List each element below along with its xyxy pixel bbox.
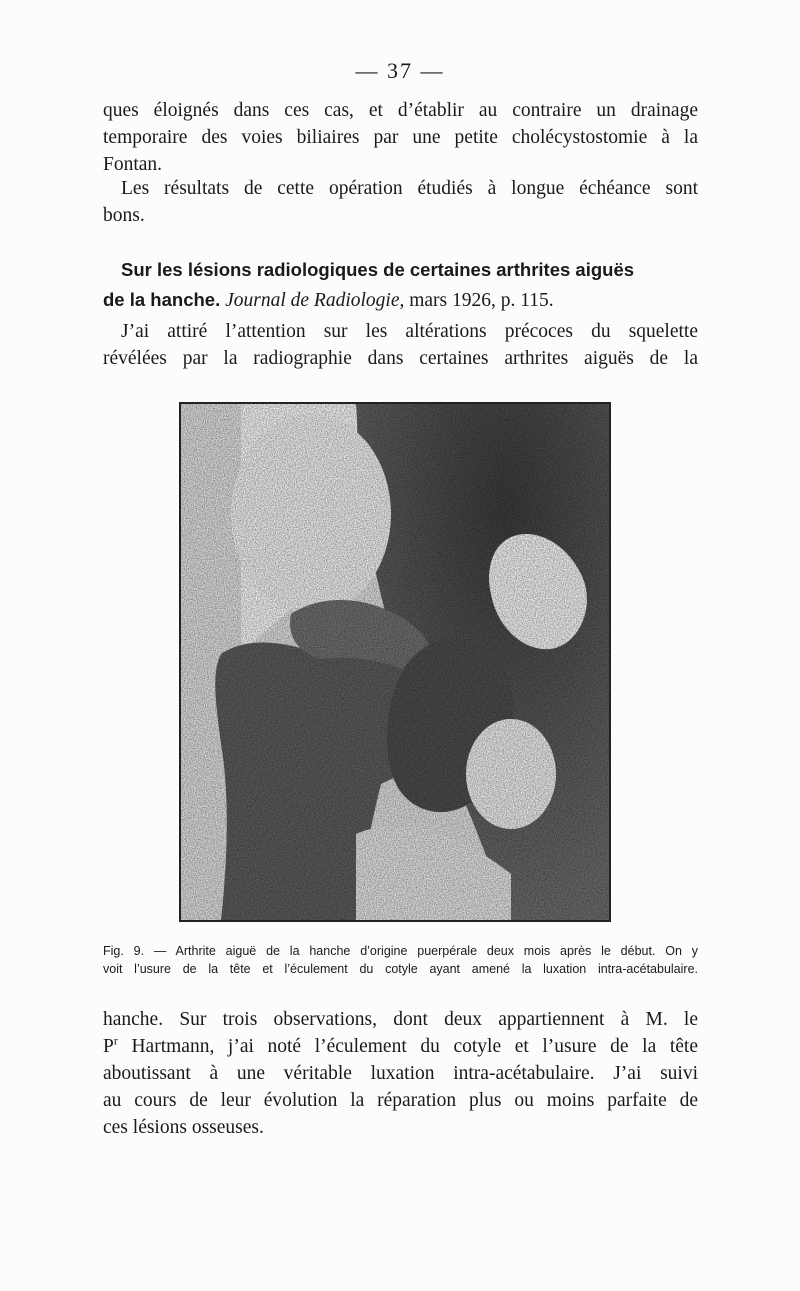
page-number: — 37 — — [355, 58, 445, 83]
radiograph-image — [181, 404, 609, 920]
paragraph-2-line: Les résultats de cette opération étudiés à longue échéance sont — [121, 178, 698, 199]
caption-line: voit l’usure de la tête et l’éculement du cotyle ayant amené la luxation intra-acétabulaire. — [103, 962, 698, 976]
paragraph-1 — [103, 97, 698, 178]
heading-title-line-2: de la hanche. — [103, 289, 221, 310]
caption-line: Fig. 9. — Arthrite aiguë de la hanche d’origine puerpérale deux mois après le début. On y — [103, 944, 698, 958]
heading-date: mars 1926, p. 115. — [409, 290, 554, 311]
paragraph-4-line: hanche. Sur trois observations, dont deux appartiennent à M. le — [103, 1009, 698, 1030]
figure-caption — [103, 942, 698, 978]
paragraph-1-line: Fontan. — [103, 154, 163, 175]
title-prefix: P — [103, 1036, 114, 1057]
paragraph-4 — [103, 1006, 698, 1141]
paragraph-4-line: aboutissant à une véritable luxation intra-acétabulaire. J’ai suivi — [103, 1063, 698, 1084]
section-heading — [103, 255, 698, 315]
paragraph-4-line: ces lésions osseuses. — [103, 1117, 264, 1138]
paragraph-1-line: temporaire des voies biliaires par une petite cholécystostomie à la — [103, 127, 698, 148]
paragraph-1-line: ques éloignés dans ces cas, et d’établir au contraire un drainage — [103, 100, 698, 121]
paragraph-2-line: bons. — [103, 205, 145, 226]
heading-title-line-1: Sur les lésions radiologiques de certaines arthrites aiguës — [121, 259, 635, 280]
paragraph-3-line: J’ai attiré l’attention sur les altérations précoces du squelette — [121, 321, 698, 342]
paragraph-3 — [103, 318, 698, 372]
paragraph-3-line: révélées par la radiographie dans certaines arthrites aiguës de la — [103, 348, 698, 369]
radiograph-figure — [179, 402, 611, 922]
paragraph-4-line — [103, 1033, 698, 1060]
paragraph-4-line-rest: Hartmann, j’ai noté l’éculement du cotyle et l’usure de la tête — [117, 1036, 698, 1057]
paragraph-4-line: au cours de leur évolution la réparation plus ou moins parfaite de — [103, 1090, 698, 1111]
heading-journal: Journal de Radiologie, — [225, 290, 405, 311]
title-superscript: r — [113, 1033, 118, 1048]
paragraph-2 — [103, 175, 698, 229]
